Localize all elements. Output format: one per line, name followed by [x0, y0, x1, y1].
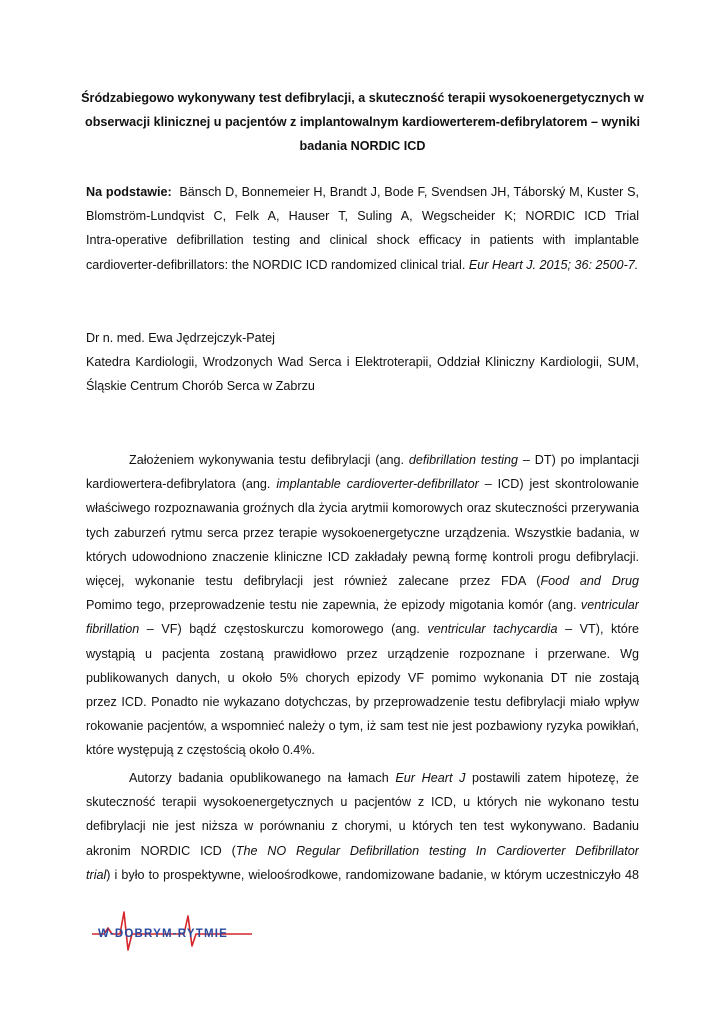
paragraph-line: skuteczność terapii wysokoenergetycznych u pacjentów z ICD, u których nie wykonano testu: [86, 795, 639, 810]
author-info: [86, 326, 639, 399]
paragraph-line: [86, 766, 639, 790]
text-run: Pomimo tego, przeprowadzenie testu nie zapewnia, że epizody migotania komór (ang.: [86, 598, 577, 613]
citation-line: Intra-operative defibrillation testing and clinical shock efficacy in patients with implantable: [86, 233, 639, 248]
text-run: Założeniem wykonywania testu defibrylacji (ang.: [129, 453, 404, 467]
paragraph-line: publikowanych danych, u około 5% chorych epizody VF pomimo wykonania DT nie zostają: [86, 670, 639, 685]
paragraph-line: właściwego rozpoznawania groźnych dla życia arytmii komorowych oraz skuteczności przerywania: [86, 501, 639, 516]
citation-label: Na podstawie:: [86, 185, 172, 199]
text-run-italic: ventricular tachycardia: [427, 622, 558, 637]
author-affiliation: Śląskie Centrum Chorób Serca w Zabrzu: [86, 379, 315, 394]
w-dobrym-rytmie-logo: [92, 906, 252, 956]
citation-line: [86, 253, 639, 277]
paragraph-line: [86, 472, 639, 496]
text-run-italic: Eur Heart J: [395, 771, 466, 785]
text-run-italic: Food and Drug: [540, 573, 639, 588]
citation-line: Blomström-Lundqvist C, Felk A, Hauser T, Suling A, Wegscheider K; NORDIC ICD Trial: [86, 209, 639, 224]
text-run: – VT), które: [565, 622, 639, 637]
text-run-italic: trial: [86, 867, 107, 882]
paragraph-line: przez ICD. Ponadto nie wykazano dotychczas, by przeprowadzenie testu defibrylacji miało wpływ: [86, 694, 639, 709]
citation-text: cardioverter-defibrillators: the NORDIC ICD randomized clinical trial.: [86, 257, 466, 272]
paragraph-line: [86, 863, 639, 887]
paragraph-line: rokowanie pacjentów, a wspomnieć należy o tym, iż sam test nie jest pozbawiony ryzyka powikłań,: [86, 719, 639, 734]
paragraph-line: [86, 448, 639, 472]
paragraph-1: [86, 448, 639, 762]
text-run: – ICD) jest skontrolowanie: [484, 477, 639, 492]
paragraph-line: [86, 593, 639, 617]
paragraph-line: [86, 569, 639, 593]
text-run: postawili zatem hipotezę, że: [472, 771, 639, 785]
text-run: – VF) bądź częstoskurczu komorowego (ang.: [146, 622, 420, 637]
author-affiliation: Katedra Kardiologii, Wrodzonych Wad Serca i Elektroterapii, Oddział Kliniczny Kardiologii, SUM,: [86, 355, 639, 370]
title-line: badania NORDIC ICD: [299, 139, 426, 153]
citation-journal: Eur Heart J. 2015; 36: 2500-7.: [468, 257, 639, 272]
text-run-italic: ventricular: [580, 598, 639, 613]
paragraph-2: [86, 766, 639, 887]
paragraph-line: [86, 617, 639, 641]
text-run: ) i było to prospektywne, wieloośrodkowe, randomizowane badanie, w którym uczestniczyło 48: [106, 867, 639, 882]
text-run: akronim NORDIC ICD (: [86, 843, 236, 858]
text-run-italic: implantable cardioverter-defibrillator: [276, 477, 479, 492]
citation-authors: Bänsch D, Bonnemeier H, Brandt J, Bode F, Svendsen JH, Táborský M, Kuster S,: [179, 185, 639, 199]
text-run: więcej, wykonanie testu defibrylacji jest również zalecane przez FDA (: [86, 573, 541, 588]
paragraph-line: defibrylacji nie jest niższa w porównaniu z chorymi, u których ten test wykonywano. Badaniu: [86, 819, 639, 834]
text-run-italic: fibrillation: [86, 622, 140, 637]
citation-line: [86, 180, 639, 204]
text-run: kardiowertera-defibrylatora (ang.: [86, 477, 271, 492]
title-line: Śródzabiegowo wykonywany test defibrylacji, a skuteczność terapii wysokoenergetycznych w: [81, 91, 644, 105]
author-name: Dr n. med. Ewa Jędrzejczyk-Patej: [86, 331, 275, 345]
logo-lettering: W-DOBRYM-RYTMIE: [98, 928, 228, 940]
text-run-italic: defibrillation testing: [408, 453, 519, 467]
text-run: Autorzy badania opublikowanego na łamach: [129, 771, 389, 785]
source-citation: [86, 180, 639, 277]
paragraph-line: tych zaburzeń rytmu serca przez terapie wysokoenergetyczne urządzenia. Wszystkie badania, w: [86, 525, 639, 540]
text-run: – DT) po implantacji: [522, 453, 639, 467]
title-line: obserwacji klinicznej u pacjentów z implantowalnym kardiowerterem-defibrylatorem – wyniki: [85, 115, 640, 129]
paragraph-line: wystąpią u pacjenta zostaną prawidłowo przez urządzenie rozpoznane i przerwane. Wg: [86, 646, 639, 661]
paragraph-line: które występują z częstością około 0.4%.: [86, 743, 315, 758]
paragraph-line: których udowodniono znaczenie kliniczne ICD zakładały pewną formę kontroli progu defibrylacji.: [86, 549, 639, 564]
document-title: [60, 86, 665, 158]
paragraph-line: [86, 839, 639, 863]
text-run-italic: The NO Regular Defibrillation testing In Cardioverter Defibrillator: [235, 843, 639, 858]
